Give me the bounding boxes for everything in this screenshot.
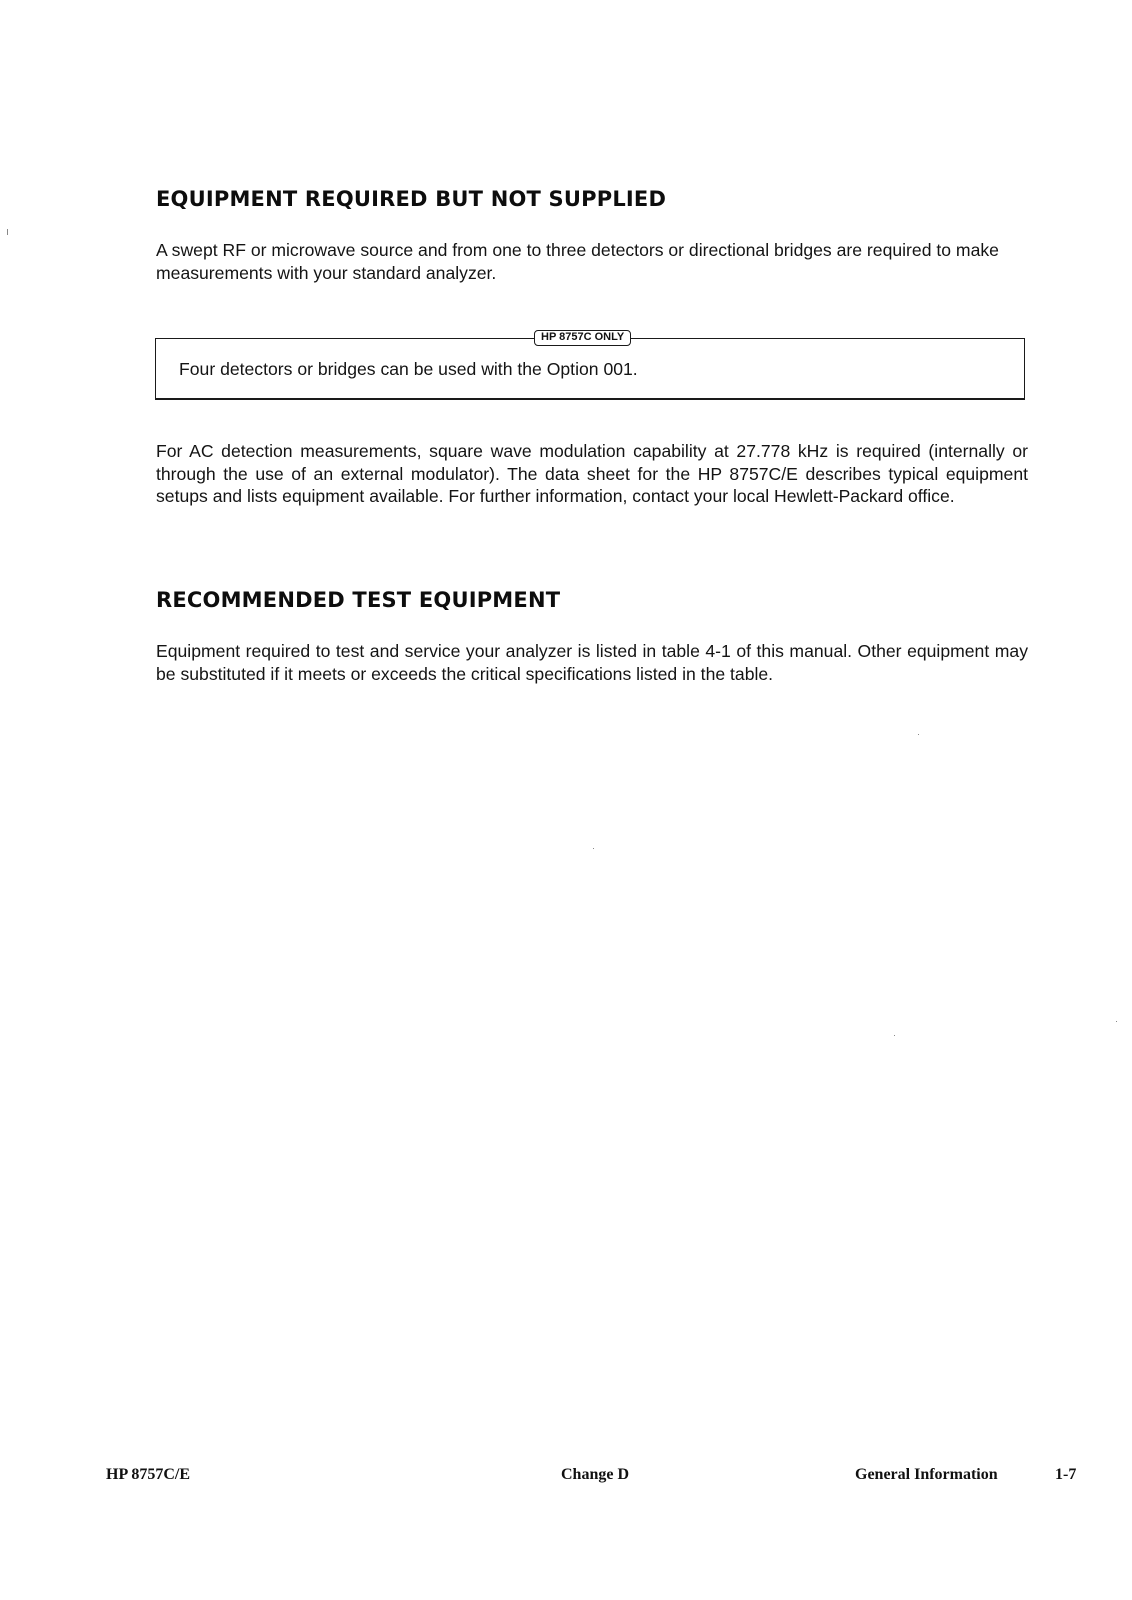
paragraph-ac-detection: For AC detection measurements, square wave modulation capability at 27.778 kHz is required (internally or through the use of an external modulator). The data sheet for the HP 8757C/E describes typical equipment setups and lists equipment available. For further information, contact your local Hewlett-Packard office. xyxy=(156,441,1028,506)
paragraph-equipment-required: A swept RF or microwave source and from one to three detectors or directional bridges are required to make measurements with your standard analyzer. xyxy=(156,240,999,283)
footer-page-number: 1-7 xyxy=(1055,1466,1077,1483)
note-text: Four detectors or bridges can be used with the Option 001. xyxy=(179,359,638,379)
section-heading-equipment-required: EQUIPMENT REQUIRED BUT NOT SUPPLIED xyxy=(156,187,667,211)
paragraph-recommended-test-equipment: Equipment required to test and service your analyzer is listed in table 4-1 of this manual. Other equipment may be substituted if it meets or exceeds the critical specifications listed in the table. xyxy=(156,641,1028,684)
footer-change: Change D xyxy=(561,1466,630,1483)
footer-model: HP 8757C/E xyxy=(106,1466,191,1483)
model-only-tag: HP 8757C ONLY xyxy=(534,330,631,346)
model-note-box xyxy=(155,331,1025,400)
footer-section-title: General Information xyxy=(855,1466,998,1483)
section-heading-recommended-test-equipment: RECOMMENDED TEST EQUIPMENT xyxy=(156,588,561,612)
